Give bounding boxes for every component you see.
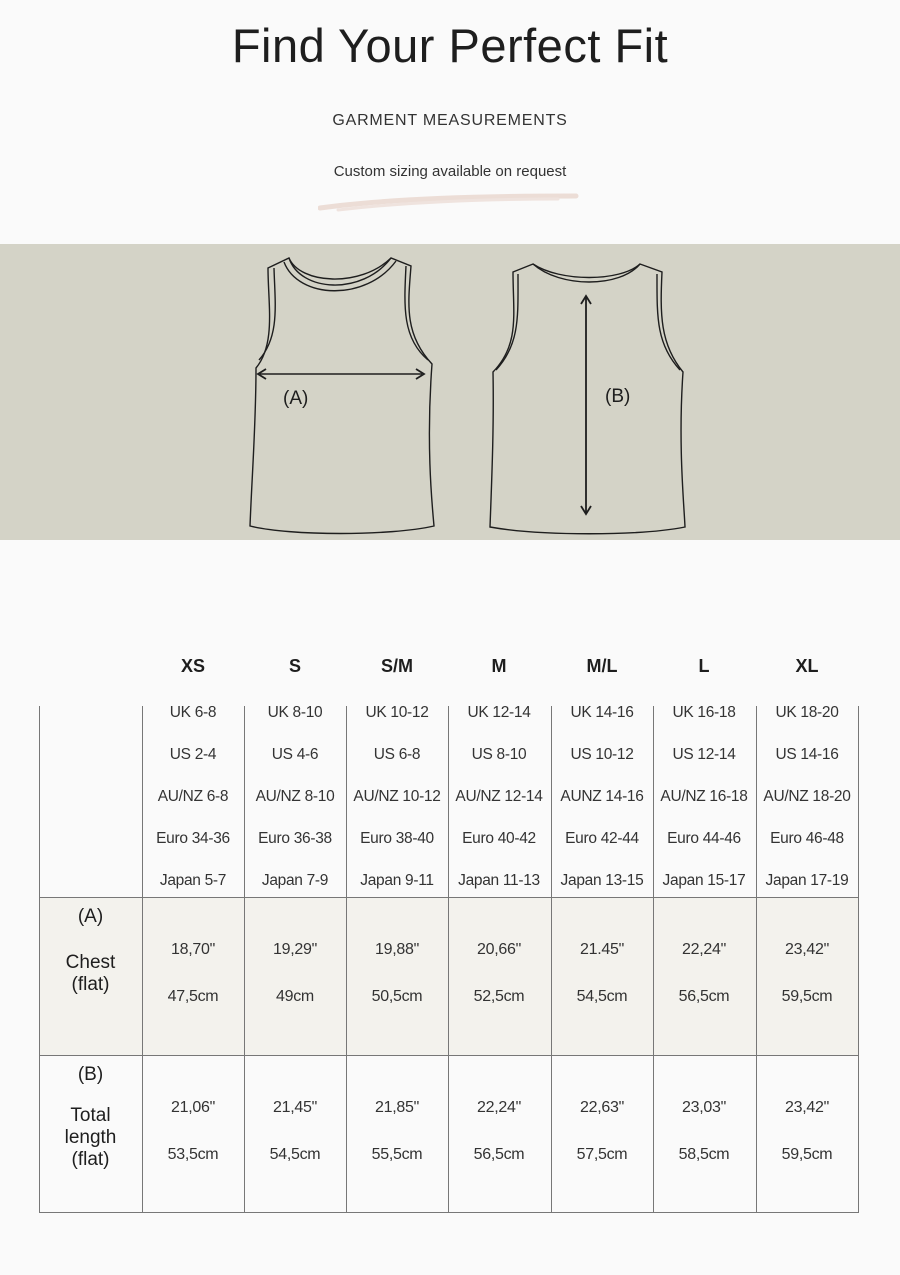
measurement-inches: 23,03" [682,1099,726,1116]
grid-line [39,1055,859,1056]
measurement-inches: 20,66" [477,941,521,958]
size-header-4: M/L [586,656,618,676]
size-conversion: AU/NZ 12-14 [455,788,543,805]
grid-line [858,706,859,1213]
row-label: (flat) [71,974,110,995]
size-conversion: UK 10-12 [365,704,429,721]
grid-line [244,706,245,1213]
size-conversion: Euro 34-36 [156,830,230,847]
grid-line [39,897,859,898]
size-conversion: Euro 38-40 [360,830,434,847]
row-code: (A) [77,906,104,927]
tank-top-diagrams [0,244,900,540]
measurement-inches: 21,06" [171,1099,215,1116]
size-conversion: AU/NZ 10-12 [353,788,441,805]
measurement-cm: 56,5cm [473,1146,525,1163]
measurement-cm: 57,5cm [576,1146,628,1163]
measurement-inches: 23,42" [785,1099,829,1116]
measurement-cm: 56,5cm [678,988,730,1005]
measurement-inches: 19,29" [273,941,317,958]
size-header-3: M [491,656,507,676]
size-conversion: US 10-12 [570,746,634,763]
garment-illustration-band [0,244,900,540]
grid-line [653,706,654,1213]
row-label: (flat) [71,1149,110,1170]
back-measurement-label: (B) [605,386,631,407]
measurement-inches: 18,70" [171,941,215,958]
page-title: Find Your Perfect Fit [231,19,669,72]
measurement-cm: 50,5cm [371,988,423,1005]
grid-line [39,706,40,1213]
row-label: Total [70,1105,111,1126]
size-conversion: Euro 44-46 [667,830,741,847]
size-conversion: AU/NZ 8-10 [255,788,335,805]
measurement-inches: 21.45" [580,941,624,958]
size-conversion: Euro 42-44 [565,830,639,847]
size-conversion: Euro 36-38 [258,830,332,847]
measurement-cm: 54,5cm [576,988,628,1005]
size-conversion: UK 8-10 [267,704,323,721]
size-conversion: US 8-10 [471,746,527,763]
measurement-inches: 23,42" [785,941,829,958]
section-subtitle: GARMENT MEASUREMENTS [332,112,568,129]
measurement-cm: 47,5cm [167,988,219,1005]
measurement-cm: 59,5cm [781,1146,833,1163]
size-header-2: S/M [380,656,413,676]
grid-line [346,706,347,1213]
measurement-cm: 58,5cm [678,1146,730,1163]
custom-sizing-note: Custom sizing available on request [333,163,567,180]
grid-line [551,706,552,1213]
grid-line [756,706,757,1213]
measurement-inches: 21,45" [273,1099,317,1116]
back-tank-top-icon [490,264,685,534]
size-conversion: UK 14-16 [570,704,634,721]
size-conversion: US 12-14 [672,746,736,763]
measurement-cm: 49cm [276,988,314,1005]
decorative-brush-stroke [318,190,580,214]
size-conversion: US 14-16 [775,746,839,763]
size-conversion: AU/NZ 18-20 [763,788,851,805]
measurement-inches: 22,63" [580,1099,624,1116]
grid-line [142,706,143,1213]
measurement-inches: 22,24" [682,941,726,958]
size-conversion: UK 16-18 [672,704,736,721]
size-conversion: UK 18-20 [775,704,839,721]
measurement-inches: 19,88" [375,941,419,958]
row-code: (B) [77,1064,104,1085]
measurement-cm: 52,5cm [473,988,525,1005]
measurement-cm: 55,5cm [371,1146,423,1163]
size-conversion: US 6-8 [373,746,421,763]
size-conversion: Japan 13-15 [560,872,644,889]
row-label: Chest [65,952,116,973]
measurement-cm: 59,5cm [781,988,833,1005]
size-conversion: AU/NZ 6-8 [157,788,229,805]
size-conversion: Japan 5-7 [159,872,227,889]
measurement-inches: 22,24" [477,1099,521,1116]
grid-line [39,1212,859,1213]
size-conversion: Japan 15-17 [662,872,746,889]
grid-line [448,706,449,1213]
front-tank-top-icon [250,258,434,534]
size-conversion: UK 12-14 [467,704,531,721]
measurement-cm: 53,5cm [167,1146,219,1163]
measurement-inches: 21,85" [375,1099,419,1116]
size-conversion: Japan 17-19 [765,872,849,889]
measurement-cm: 54,5cm [269,1146,321,1163]
size-conversion: Japan 11-13 [458,872,540,889]
size-conversion: US 2-4 [169,746,217,763]
size-conversion: US 4-6 [271,746,319,763]
size-conversion: Japan 9-11 [360,872,434,889]
size-header-5: L [698,656,710,676]
size-conversion: Euro 46-48 [770,830,844,847]
front-measurement-label: (A) [283,388,309,409]
size-conversion: UK 6-8 [169,704,217,721]
size-conversion: Japan 7-9 [261,872,329,889]
size-header-1: S [288,656,301,676]
size-header-6: XL [795,656,819,676]
row-label: length [64,1127,117,1148]
size-conversion: AU/NZ 16-18 [660,788,748,805]
size-header-0: XS [180,656,205,676]
size-conversion: Euro 40-42 [462,830,536,847]
size-conversion: AUNZ 14-16 [560,788,644,805]
